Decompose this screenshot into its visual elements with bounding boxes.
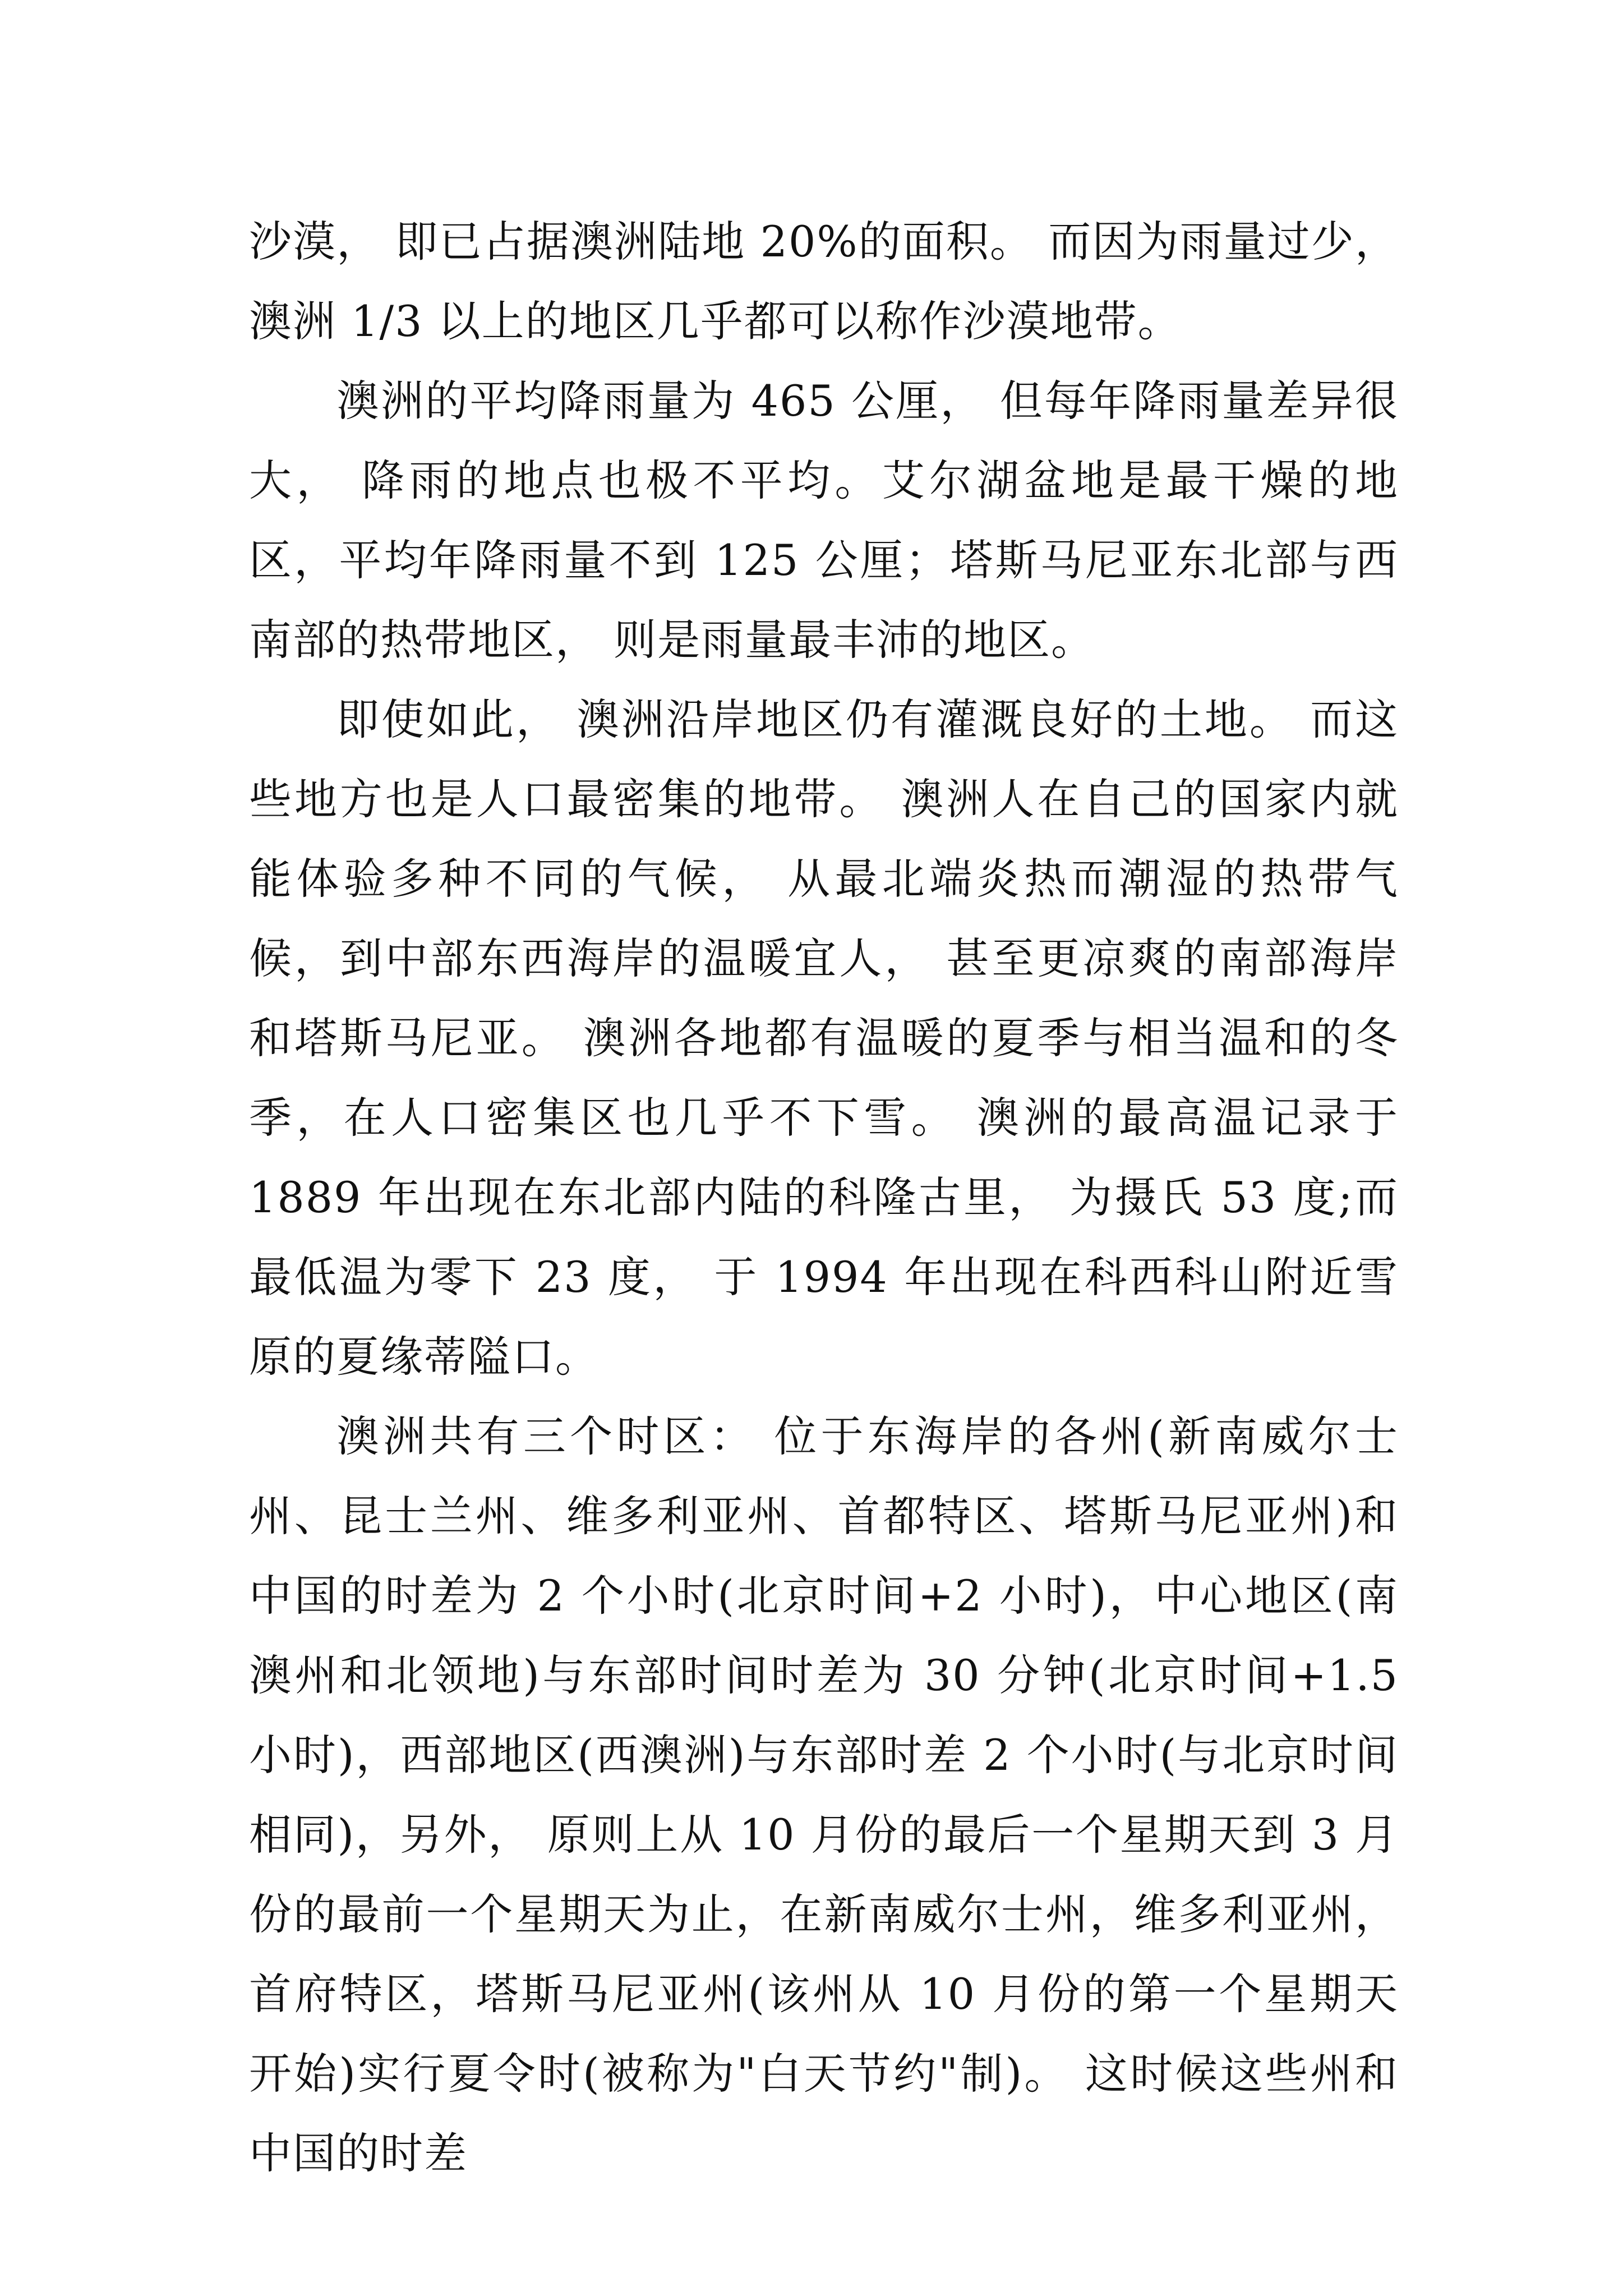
paragraph-rainfall: 澳洲的平均降雨量为 465 公厘， 但每年降雨量差异很大， 降雨的地点也极不平均。艾尔湖盆地是最干燥的地区，平均年降雨量不到 125 公厘；塔斯马尼亚东北部与西南部的热带地区， 则是雨量最丰沛的地区。 [249,376,1399,665]
paragraph-desert: 沙漠， 即已占据澳洲陆地 20%的面积。 而因为雨量过少， 澳洲 1/3 以上的地区几乎都可以称作沙漠地带。 [249,217,1399,346]
paragraph-climate: 即使如此， 澳洲沿岸地区仍有灌溉良好的土地。 而这些地方也是人口最密集的地带。 澳洲人在自己的国家内就能体验多种不同的气候， 从最北端炎热而潮湿的热带气候，到中部东西海岸的温暖宜人， 甚至更凉爽的南部海岸和塔斯马尼亚。 澳洲各地都有温暖的夏季与相当温和的冬季，在人口密集区也几乎不下雪。 澳洲的最高温记录于 1889 年出现在东北部内陆的科隆古里， 为摄氏 53 度;而最低温为零下 23 度， 于 1994 年出现在科西科山附近雪原的夏缘蒂隘口。 [249,694,1399,1382]
body-text [249,202,1399,2193]
paragraph-timezones: 澳洲共有三个时区： 位于东海岸的各州(新南威尔士州、昆士兰州、维多利亚州、首都特区、塔斯马尼亚州)和中国的时差为 2 个小时(北京时间+2 小时)，中心地区(南澳州和北领地)与东部时间时差为 30 分钟(北京时间+1.5 小时)，西部地区(西澳洲)与东部时差 2 个小时(与北京时间相同)，另外， 原则上从 10 月份的最后一个星期天到 3 月份的最前一个星期天为止，在新南威尔士州，维多利亚州，首府特区，塔斯马尼亚州(该州从 10 月份的第一个星期天开始)实行夏令时(被称为"白天节约"制)。 这时候这些州和中国的时差 [249,1411,1399,2178]
